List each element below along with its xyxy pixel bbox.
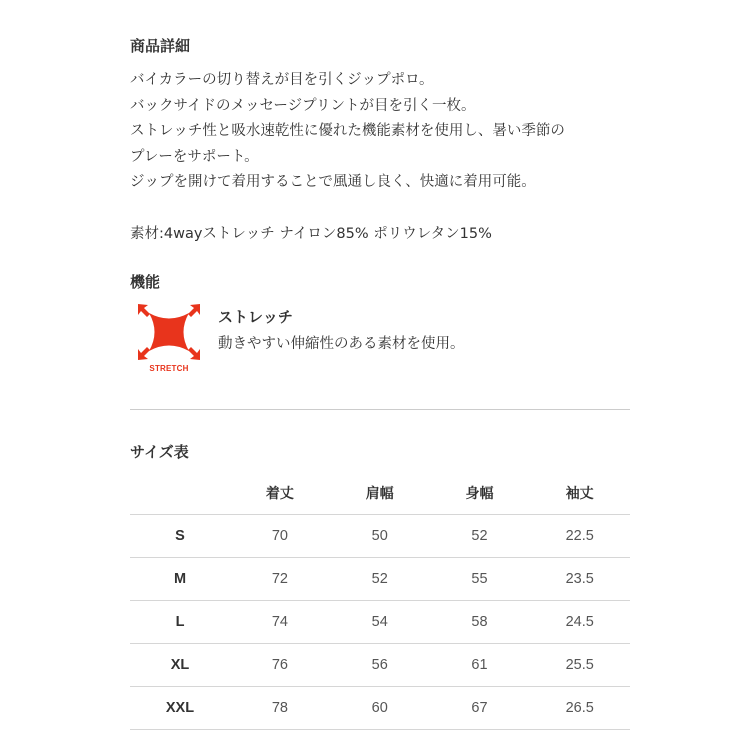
feature-stretch <box>130 302 630 382</box>
size-label: XXL <box>130 687 230 730</box>
description-line: ジップを開けて着用することで風通し良く、快適に着用可能。 <box>130 174 536 190</box>
table-cell: 76 <box>230 644 330 687</box>
column-header: 着丈 <box>230 471 330 515</box>
table-cell: 23.5 <box>529 558 630 601</box>
column-header: 身幅 <box>430 471 530 515</box>
table-cell: 60 <box>330 687 430 730</box>
size-table-heading: サイズ表 <box>130 443 189 461</box>
details-heading: 商品詳細 <box>130 37 191 55</box>
description <box>130 68 565 196</box>
table-cell: 56 <box>330 644 430 687</box>
size-label: XL <box>130 644 230 687</box>
column-header <box>130 471 230 515</box>
feature-title: ストレッチ <box>218 308 293 326</box>
size-table-header <box>130 471 630 515</box>
table-cell: 72 <box>230 558 330 601</box>
size-label: L <box>130 601 230 644</box>
size-label: M <box>130 558 230 601</box>
material-text: 素材:4wayストレッチ ナイロン85% ポリウレタン15% <box>130 226 492 242</box>
table-row <box>130 558 630 601</box>
size-table <box>130 471 630 730</box>
table-row <box>130 644 630 687</box>
table-cell: 26.5 <box>529 687 630 730</box>
stretch-icon-caption: STRETCH <box>149 364 189 373</box>
table-cell: 55 <box>430 558 530 601</box>
column-header: 肩幅 <box>330 471 430 515</box>
table-cell: 22.5 <box>529 515 630 558</box>
divider <box>130 409 630 410</box>
features-heading: 機能 <box>130 273 161 291</box>
description-line: バイカラーの切り替えが目を引くジップポロ。 <box>130 72 434 88</box>
table-cell: 58 <box>430 601 530 644</box>
table-cell: 67 <box>430 687 530 730</box>
stretch-icon <box>134 302 204 362</box>
table-row <box>130 601 630 644</box>
table-cell: 50 <box>330 515 430 558</box>
description-line: バックサイドのメッセージプリントが目を引く一枚。 <box>130 97 476 114</box>
table-cell: 52 <box>330 558 430 601</box>
table-cell: 54 <box>330 601 430 644</box>
size-label: S <box>130 515 230 558</box>
table-cell: 70 <box>230 515 330 558</box>
table-cell: 25.5 <box>529 644 630 687</box>
description-line: プレーをサポート。 <box>130 148 259 165</box>
column-header: 袖丈 <box>529 471 630 515</box>
table-cell: 74 <box>230 601 330 644</box>
table-row <box>130 687 630 730</box>
table-row <box>130 515 630 558</box>
table-cell: 78 <box>230 687 330 730</box>
feature-description: 動きやすい伸縮性のある素材を使用。 <box>218 336 465 352</box>
table-cell: 52 <box>430 515 530 558</box>
description-line: ストレッチ性と吸水速乾性に優れた機能素材を使用し、暑い季節の <box>130 123 565 139</box>
table-cell: 24.5 <box>529 601 630 644</box>
table-cell: 61 <box>430 644 530 687</box>
